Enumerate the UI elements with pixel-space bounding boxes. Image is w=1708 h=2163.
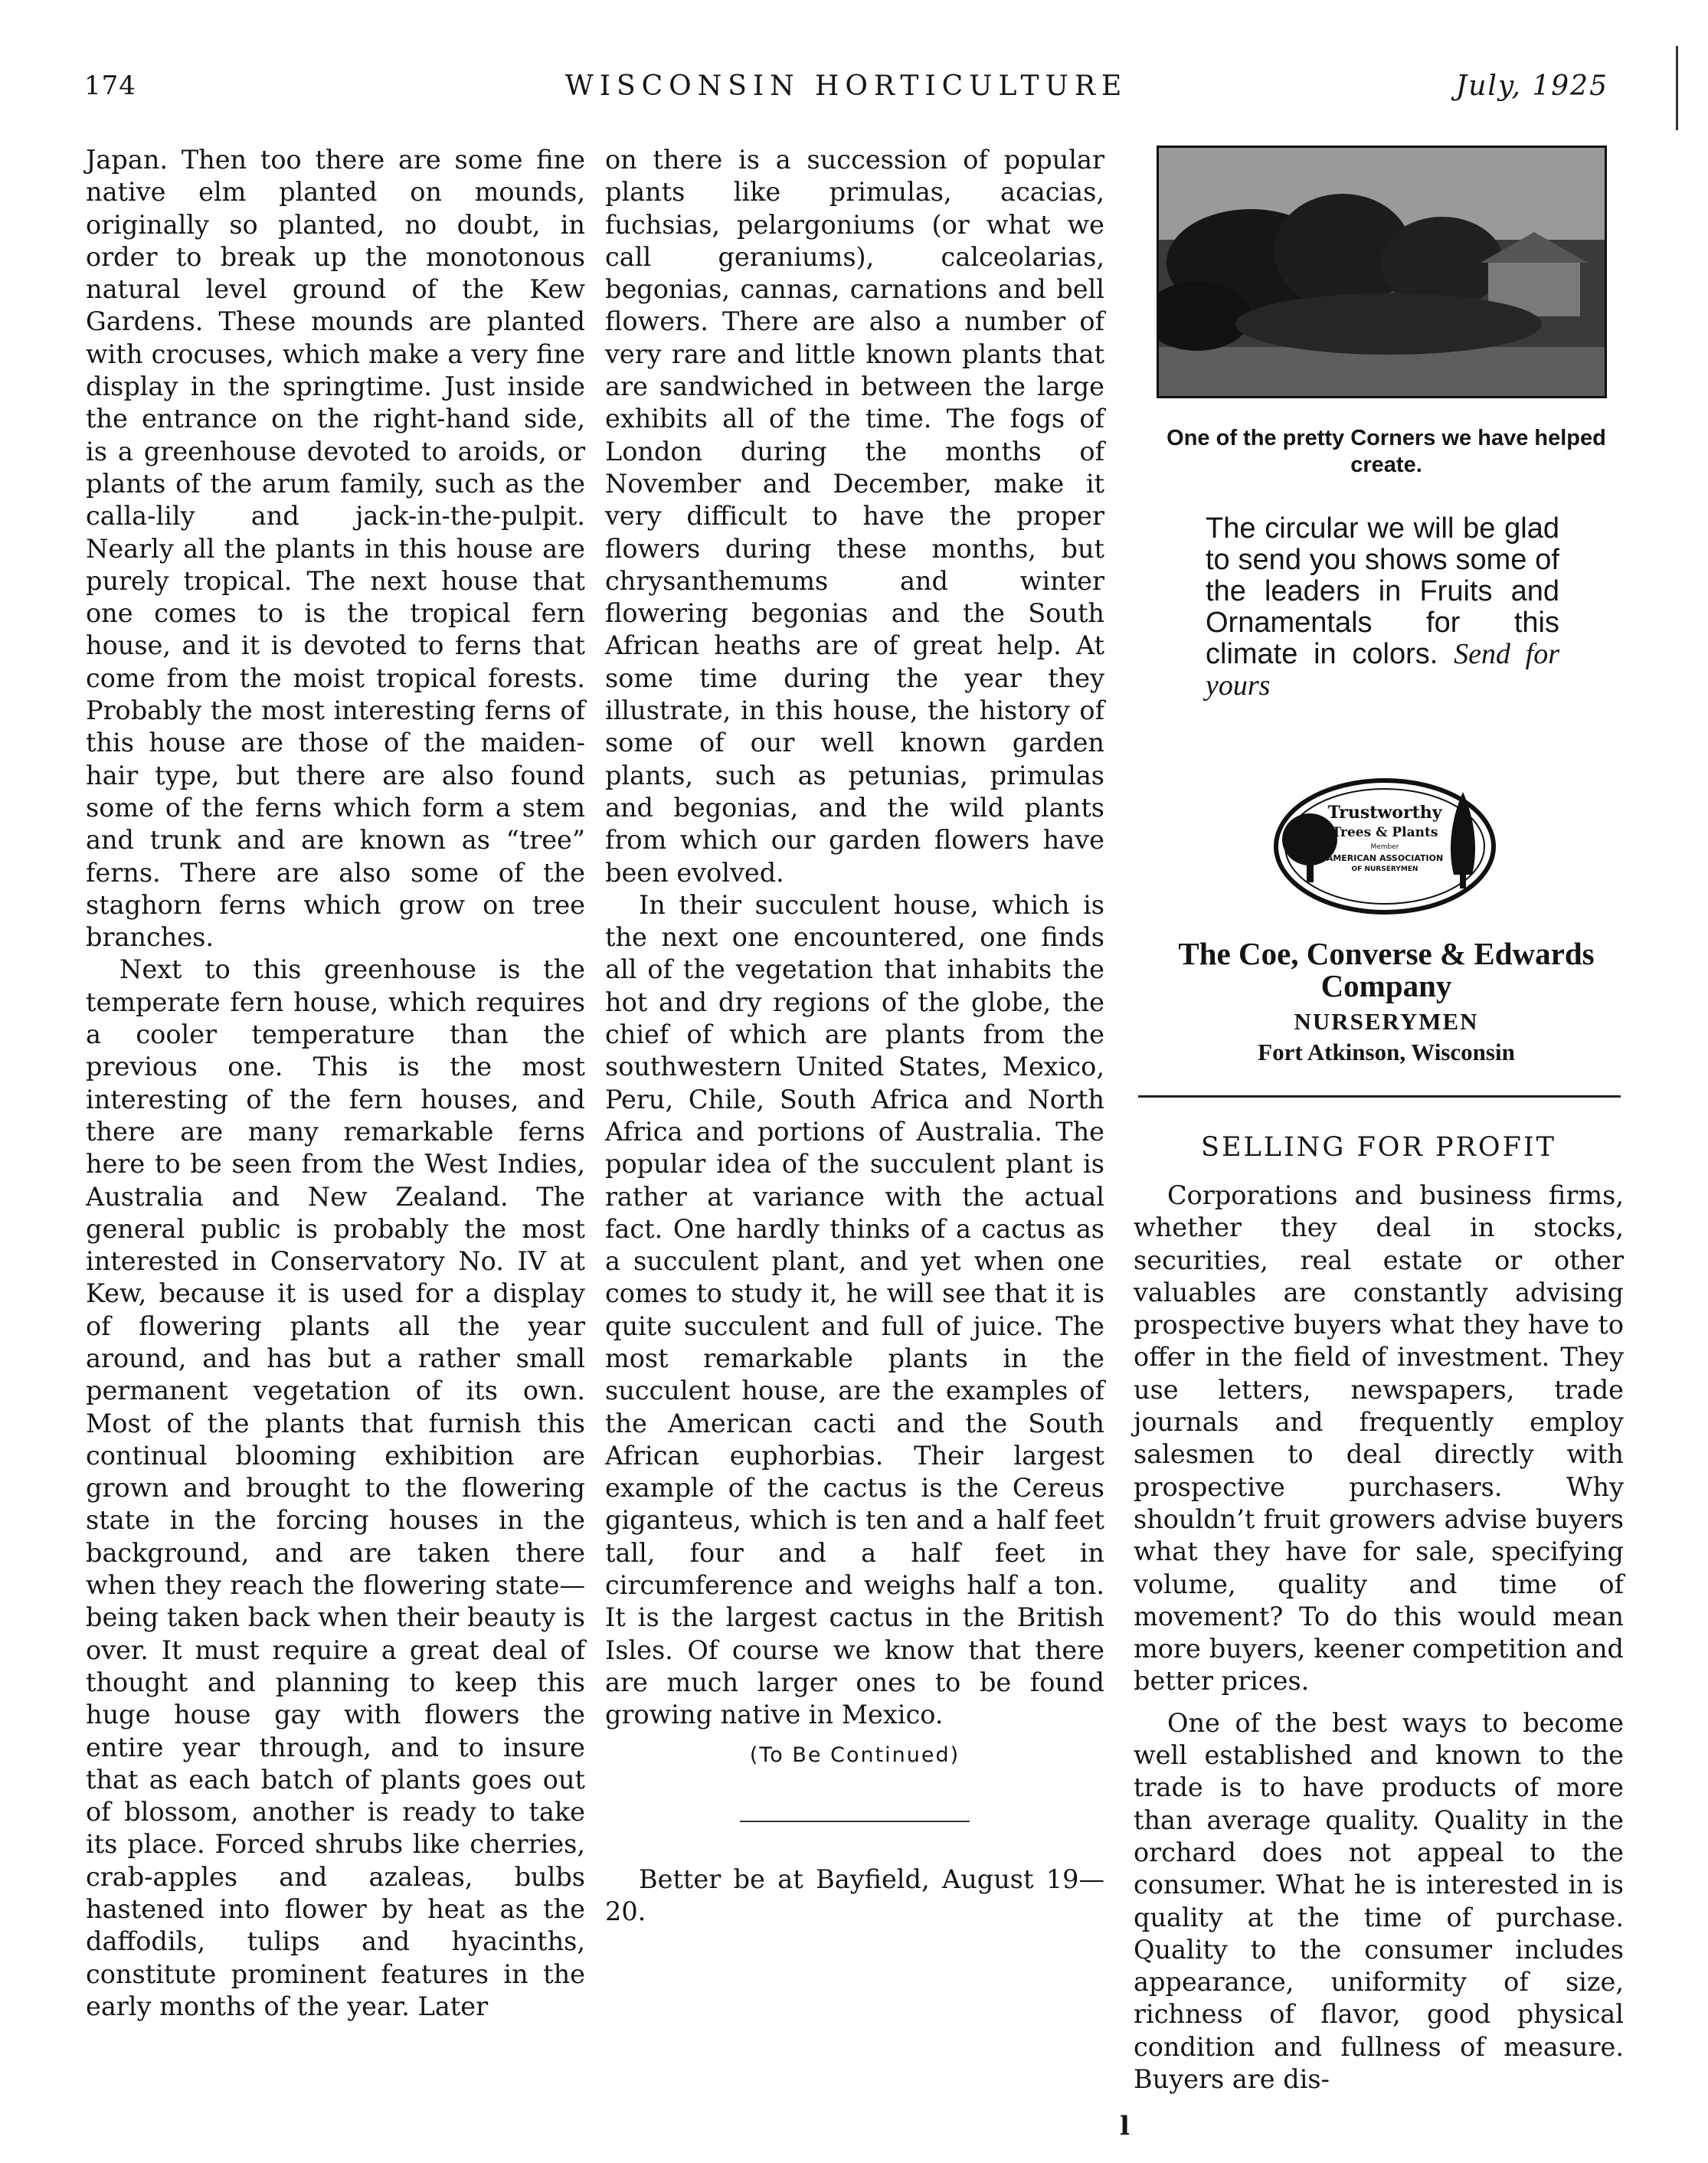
column-1 xyxy=(86,144,585,2023)
logo-line-2: Trees & Plants xyxy=(1331,825,1438,840)
page-header xyxy=(84,70,1608,116)
divider xyxy=(740,1821,970,1822)
paragraph: Corporations and business firms, whether they deal in stocks, securities, real estate or other valuables are constantly advising prospective buyers what they have to offer in the field of investment. They use letters, newspapers, trade journals and frequently employ salesmen to deal directly with prospective purchasers. Why shouldn’t fruit growers advise buyers what they have for sale, specifying volume, quality and time of movement? To do this would mean more buyers, keener competition and better prices. xyxy=(1134,1180,1624,1697)
paragraph: Next to this greenhouse is the temperate fern house, which requires a cooler temperature than the previous one. This is the most interesting of the fern houses, and there are many remarkable ferns here to be seen from the West Indies, Australia and New Zealand. The general public is probably the most interested in Conservatory No. IV at Kew, because it is used for a display of flowering plants all the year around, and has but a rather small permanent vegetation of its own. Most of the plants that furnish this continual blooming exhibition are grown and brought to the flowering state in the forcing houses in the background, and are taken there when they reach the flowering state—being taken back when their beauty is over. It must require a great deal of thought and planning to keep this huge house gay with flowers the entire year through, and to insure that as each batch of plants goes out of blossom, another is ready to take its place. Forced shrubs like cherries, crab-apples and azaleas, bulbs hastened into flower by heat as the daffodils, tulips and hyacinths, constitute prominent features in the early months of the year. Later xyxy=(86,954,585,2021)
logo-line-4: AMERICAN ASSOCIATION xyxy=(1326,853,1444,863)
company-location: Fort Atkinson, Wisconsin xyxy=(1258,1039,1515,1065)
ad-pitch xyxy=(1206,513,1559,702)
column-2 xyxy=(605,144,1104,1928)
logo-line-3: Member xyxy=(1370,843,1399,851)
logo-line-1: Trustworthy xyxy=(1327,803,1442,823)
garden-photo-image xyxy=(1159,148,1605,396)
section-divider xyxy=(1138,1095,1621,1098)
paragraph: One of the best ways to become well established and known to the trade is to have products of more than average quality. Quality in the orchard does not appeal to the consumer. What he is interested in is quality at the time of purchase. Quality to the consumer includes appearance, uniformity of size, richness of flavor, good physical condition and fullness of measure. Buyers are dis- xyxy=(1134,1707,1624,2095)
page-edge-mark xyxy=(1676,46,1678,130)
company-name: The Coe, Converse & Edwards Company xyxy=(1178,936,1595,1003)
paragraph: In their succulent house, which is the next one encountered, one finds all of the vegetation that inhabits the hot and dry regions of the globe, the chief of which are plants from the southwestern United States, Mexico, Peru, Chile, South Africa and North Africa and portions of Australia. The popular idea of the succulent plant is rather at variance with the actual fact. One hardly thinks of a cactus as a succulent plant, and yet when one comes to study it, he will see that it is quite succulent and full of juice. The most remarkable plants in the succulent house, are the examples of the American cacti and the South African euphorbias. Their largest example of the cactus is the Cereus giganteus, which is ten and a half feet tall, four and a half feet in circumference and weighs half a ton. It is the largest cactus in the British Isles. Of course we know that there are much larger ones to be found growing native in Mexico. xyxy=(605,889,1104,1730)
section-title: SELLING FOR PROFIT xyxy=(1200,1132,1557,1163)
garden-photo xyxy=(1157,146,1607,398)
bayfield-note: Better be at Bayfield, August 19—20. xyxy=(605,1864,1104,1927)
company-block xyxy=(1126,938,1647,1066)
company-trade: NURSERYMEN xyxy=(1294,1008,1479,1035)
ad-pitch-italic: Send for yours xyxy=(1206,638,1560,702)
paragraph: Japan. Then too there are some fine native elm planted on mounds, originally so planted, no doubt, in order to break up the monotonous natural level ground of the Kew Gardens. These mounds are planted with crocuses, which make a very fine display in the springtime. Just inside the entrance on the right-hand side, is a greenhouse devoted to aroids, or plants of the arum family, such as the calla-lily and jack-in-the-pulpit. Nearly all the plants in this house are purely tropical. The next house that one comes to is the tropical fern house, and it is devoted to ferns that come from the moist tropical forests. Probably the most interesting ferns of this house are those of the maiden-hair type, but there are also found some of the ferns which form a stem and trunk and are known as “tree” ferns. There are also some of the staghorn ferns which grow on tree branches. xyxy=(86,145,585,953)
margin-mark: l xyxy=(1120,2111,1130,2142)
issue-date: July, 1925 xyxy=(1455,70,1608,102)
paragraph: on there is a succession of popular plants like primulas, acacias, fuchsias, pelargoniums (or what we call geraniums), calceolarias, begonias, cannas, carnations and bell flowers. There are also a number of very rare and little known plants that are sandwiched in between the large exhibits all of the time. The fogs of London during the months of November and December, make it very difficult to have the proper flowers during these months, but chrysanthemums and winter flowering begonias and the South African heaths are of great help. At some time during the year they illustrate, in this house, the history of some of our well known garden plants, such as petunias, primulas and begonias, and the wild plants from which our garden flowers have been evolved. xyxy=(605,145,1104,888)
nursery-logo xyxy=(1270,774,1500,919)
photo-caption: One of the pretty Corners we have helped create. xyxy=(1166,426,1606,477)
page-number: 174 xyxy=(84,70,136,101)
journal-title: WISCONSIN HORTICULTURE xyxy=(564,70,1128,102)
logo-line-5: OF NURSERYMEN xyxy=(1351,866,1418,873)
ad-pitch-text: The circular we will be glad to send you shows some of the leaders in Fruits and Ornamentals for this climate in colors. xyxy=(1206,512,1559,670)
to-be-continued: (To Be Continued) xyxy=(749,1743,960,1767)
column-3 xyxy=(1134,1180,1624,2096)
